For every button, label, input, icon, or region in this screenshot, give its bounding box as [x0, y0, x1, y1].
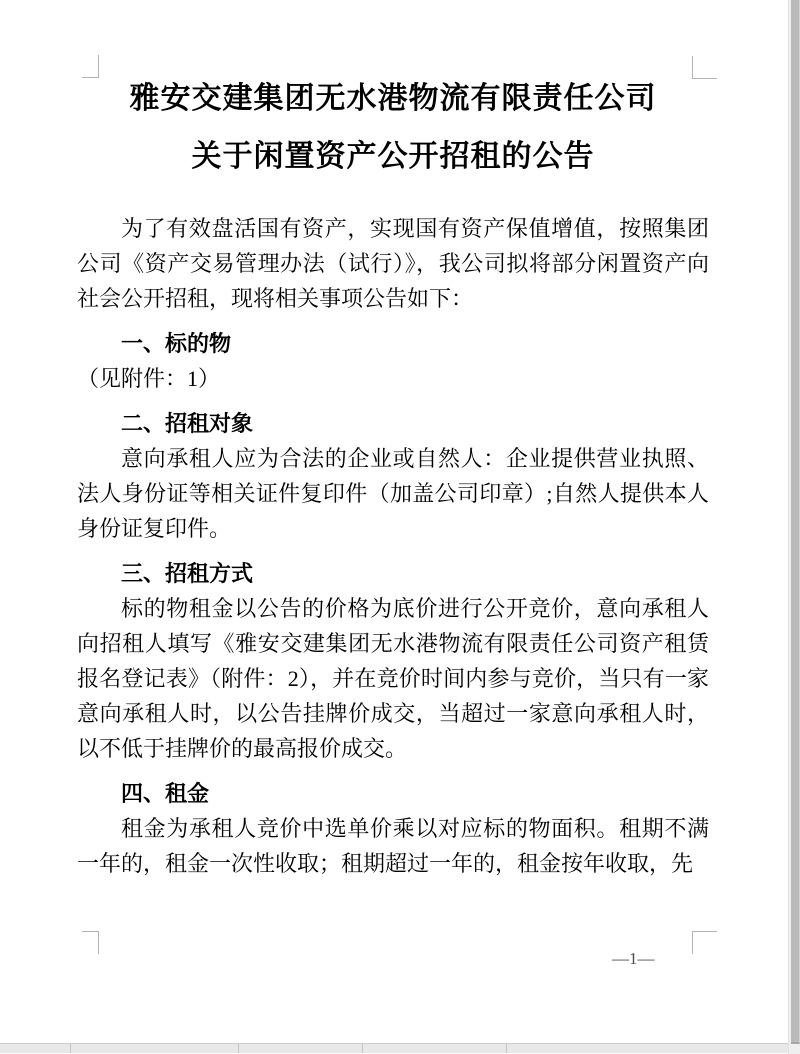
margin-mark-bottom-right-icon [692, 931, 717, 954]
scrollbar-thumb[interactable] [791, 0, 800, 1044]
section-2-heading: 二、招租对象 [121, 411, 254, 436]
document-body [77, 211, 709, 881]
intro-paragraph: 为了有效盘活国有资产，实现国有资产保值增值，按照集团公司《资产交易管理办法（试行）》，我公司拟将部分闲置资产向社会公开招租，现将相关事项公告如下： [77, 216, 709, 311]
section-1-heading: 一、标的物 [121, 331, 232, 356]
section-3-heading: 三、招租方式 [121, 561, 254, 586]
section-2-paragraph: 意向承租人应为合法的企业或自然人：企业提供营业执照、法人身份证等相关证件复印件（加盖公司印章）;自然人提供本人身份证复印件。 [77, 446, 709, 541]
margin-mark-bottom-left-icon [82, 931, 99, 954]
section-4-paragraph: 租金为承租人竞价中选单价乘以对应标的物面积。租期不满一年的，租金一次性收取；租期超过一年的，租金按年收取，先 [77, 816, 709, 876]
title-line-1: 雅安交建集团无水港物流有限责任公司 [129, 82, 657, 115]
table-column-divider [238, 1044, 239, 1053]
next-table-row-edge [0, 1043, 789, 1054]
section-3-paragraph: 标的物租金以公告的价格为底价进行公开竞价，意向承租人向招租人填写《雅安交建集团无水港物流有限责任公司资产租赁报名登记表》（附件：2），并在竞价时间内参与竞价，当只有一家意向承租人时，以公告挂牌价成交，当超过一家意向承租人时，以不低于挂牌价的最高报价成交。 [77, 596, 709, 761]
section-4-heading: 四、租金 [121, 781, 210, 806]
table-column-divider [70, 1044, 71, 1053]
section-1-paragraph: （见附件：1） [77, 366, 221, 391]
document-title [77, 70, 709, 186]
title-line-2: 关于闲置资产公开招租的公告 [191, 140, 595, 173]
table-column-divider [362, 1044, 363, 1053]
vertical-scrollbar[interactable] [788, 0, 800, 1054]
table-column-divider [506, 1044, 507, 1053]
page-number: —1— [612, 949, 655, 968]
